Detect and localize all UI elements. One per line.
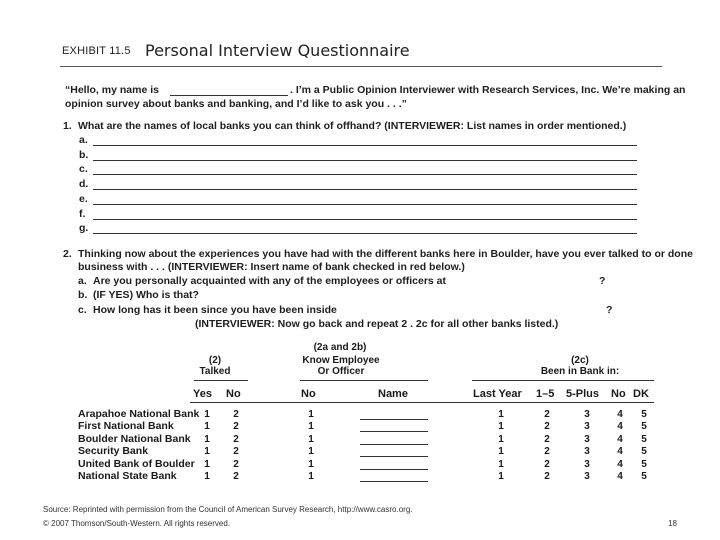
q2-number: 2. (63, 248, 72, 260)
response-code-ly[interactable]: 1 (498, 409, 504, 420)
response-code-yes[interactable]: 1 (204, 446, 210, 458)
response-code-no2[interactable]: 1 (308, 433, 314, 445)
col-1-5: 1–5 (536, 388, 555, 400)
q1-item-letter: c. (79, 163, 88, 175)
response-code-yes[interactable]: 1 (204, 458, 210, 470)
page-title: Personal Interview Questionnaire (145, 41, 410, 60)
employee-name-blank[interactable] (360, 481, 428, 482)
response-code-dk[interactable]: 5 (641, 446, 647, 458)
response-code-dk[interactable]: 5 (641, 433, 647, 445)
header-divider (60, 66, 662, 67)
q1-text: What are the names of local banks you can think of offhand? (INTERVIEWER: List names in order mentioned.) (78, 120, 627, 132)
table-header-rule (190, 402, 654, 403)
bank-name: Security Bank (78, 445, 149, 458)
col-no-2: No (301, 388, 316, 400)
bank-name: Arapahoe National Bank (78, 408, 200, 420)
response-code-no2[interactable]: 1 (308, 446, 314, 458)
intro-line1b: . I’m a Public Opinion Interviewer with Research Services, Inc. We’re making an (290, 84, 686, 96)
response-code-p5[interactable]: 3 (584, 446, 590, 458)
bank-name: First National Bank (78, 420, 174, 433)
response-code-r15[interactable]: 2 (544, 458, 550, 470)
response-code-yes[interactable]: 1 (204, 421, 210, 433)
response-code-yes[interactable]: 1 (204, 409, 210, 420)
q1-number: 1. (63, 120, 72, 132)
col-5-plus: 5-Plus (566, 388, 600, 400)
response-code-n3[interactable]: 4 (617, 433, 623, 445)
response-code-ly[interactable]: 1 (498, 458, 504, 470)
q1-item-letter: g. (79, 222, 89, 234)
source-note: Source: Reprinted with permission from the Council of American Survey Research, http://www.casro.org. (43, 505, 413, 514)
q2a-letter: a. (78, 275, 87, 287)
response-code-dk[interactable]: 5 (641, 458, 647, 470)
group-2-label: (2) (208, 355, 222, 366)
q2a-question-mark: ? (599, 275, 606, 287)
q2b-letter: b. (78, 289, 88, 301)
bank-name: United Bank of Boulder (78, 457, 195, 470)
response-code-r15[interactable]: 2 (544, 421, 550, 433)
group-2-rule (194, 380, 248, 381)
col-dk: DK (633, 388, 649, 400)
exhibit-label: EXHIBIT 11.5 (62, 45, 131, 57)
q1-answer-line[interactable] (93, 160, 637, 161)
q1-answer-line[interactable] (93, 219, 637, 220)
response-code-ly[interactable]: 1 (498, 471, 504, 482)
response-code-no2[interactable]: 1 (308, 421, 314, 433)
employee-name-blank[interactable] (360, 419, 428, 420)
q1-item-letter: b. (79, 149, 89, 161)
q2a-text: Are you personally acquainted with any of the employees or officers at (93, 275, 447, 287)
q1-answer-line[interactable] (93, 145, 637, 146)
response-code-no2[interactable]: 1 (308, 409, 314, 420)
group-2c-rule (472, 380, 654, 381)
col-last-year: Last Year (473, 388, 522, 400)
employee-name-blank[interactable] (360, 456, 428, 457)
col-yes: Yes (193, 388, 212, 400)
employee-name-blank[interactable] (360, 431, 428, 432)
col-name: Name (378, 388, 408, 400)
group-2c-label: (2c) (571, 355, 589, 366)
response-code-r15[interactable]: 2 (544, 446, 550, 458)
response-code-no2[interactable]: 1 (308, 471, 314, 482)
col-no-3: No (611, 388, 626, 400)
q2-text-line2: business with . . . (INTERVIEWER: Insert name of bank checked in red below.) (78, 261, 465, 273)
group-2b-rule (300, 380, 428, 381)
group-2c-title: Been in Bank in: (540, 366, 620, 377)
response-code-dk[interactable]: 5 (641, 421, 647, 433)
q1-item-letter: d. (79, 178, 89, 190)
interviewer-name-blank (170, 95, 288, 96)
group-2ab-label: (2a and 2b) (313, 342, 367, 353)
group-2-title: Talked (199, 366, 231, 377)
q1-answer-line[interactable] (93, 189, 637, 190)
response-code-r15[interactable]: 2 (544, 471, 550, 482)
response-code-yes[interactable]: 1 (204, 433, 210, 445)
q1-item-letter: a. (79, 134, 88, 146)
group-2b-title2: Or Officer (317, 366, 365, 377)
q2c-letter: c. (78, 304, 87, 316)
response-code-no[interactable]: 2 (233, 421, 239, 433)
bank-name: Boulder National Bank (78, 432, 191, 445)
q1-answer-line[interactable] (93, 174, 637, 175)
response-code-no[interactable]: 2 (233, 458, 239, 470)
response-code-yes[interactable]: 1 (204, 471, 210, 482)
response-code-no[interactable]: 2 (233, 471, 239, 482)
response-code-n3[interactable]: 4 (617, 409, 623, 420)
response-code-no2[interactable]: 1 (308, 458, 314, 470)
group-2b-title1: Know Employee (302, 355, 380, 366)
col-no: No (226, 388, 241, 400)
response-code-ly[interactable]: 1 (498, 446, 504, 458)
q2c-question-mark: ? (606, 304, 613, 316)
q1-item-letter: e. (79, 193, 88, 205)
intro-line1a: “Hello, my name is (65, 84, 159, 96)
response-code-no[interactable]: 2 (233, 433, 239, 445)
response-code-n3[interactable]: 4 (617, 446, 623, 458)
q2-instruction: (INTERVIEWER: Now go back and repeat 2 . 2c for all other banks listed.) (195, 318, 559, 330)
response-code-no[interactable]: 2 (233, 409, 239, 420)
response-code-n3[interactable]: 4 (617, 458, 623, 470)
q2b-text: (IF YES) Who is that? (93, 289, 199, 301)
response-code-n3[interactable]: 4 (617, 421, 623, 433)
response-code-ly[interactable]: 1 (498, 421, 504, 433)
intro-line2: opinion survey about banks and banking, and I’d like to ask you . . .” (65, 98, 407, 110)
response-code-dk[interactable]: 5 (641, 471, 647, 482)
response-code-n3[interactable]: 4 (617, 471, 623, 482)
q2c-text: How long has it been since you have been inside (93, 304, 337, 316)
response-code-r15[interactable]: 2 (544, 433, 550, 445)
copyright: © 2007 Thomson/South-Western. All rights reserved. (43, 519, 231, 528)
response-code-p5[interactable]: 3 (584, 409, 590, 420)
bank-name: National State Bank (78, 470, 177, 482)
response-code-p5[interactable]: 3 (584, 421, 590, 433)
employee-name-blank[interactable] (360, 469, 428, 470)
response-code-p5[interactable]: 3 (584, 458, 590, 470)
response-code-p5[interactable]: 3 (584, 433, 590, 445)
q1-answer-line[interactable] (93, 233, 637, 234)
response-code-p5[interactable]: 3 (584, 471, 590, 482)
response-code-no[interactable]: 2 (233, 446, 239, 458)
q2-text-line1: Thinking now about the experiences you have had with the different banks here in Boulder, have you ever talked to or done (78, 248, 693, 260)
q1-item-letter: f. (79, 208, 86, 220)
response-code-r15[interactable]: 2 (544, 409, 550, 420)
page-number: 18 (668, 519, 677, 528)
response-code-dk[interactable]: 5 (641, 409, 647, 420)
q1-answer-line[interactable] (93, 204, 637, 205)
response-code-ly[interactable]: 1 (498, 433, 504, 445)
employee-name-blank[interactable] (360, 444, 428, 445)
